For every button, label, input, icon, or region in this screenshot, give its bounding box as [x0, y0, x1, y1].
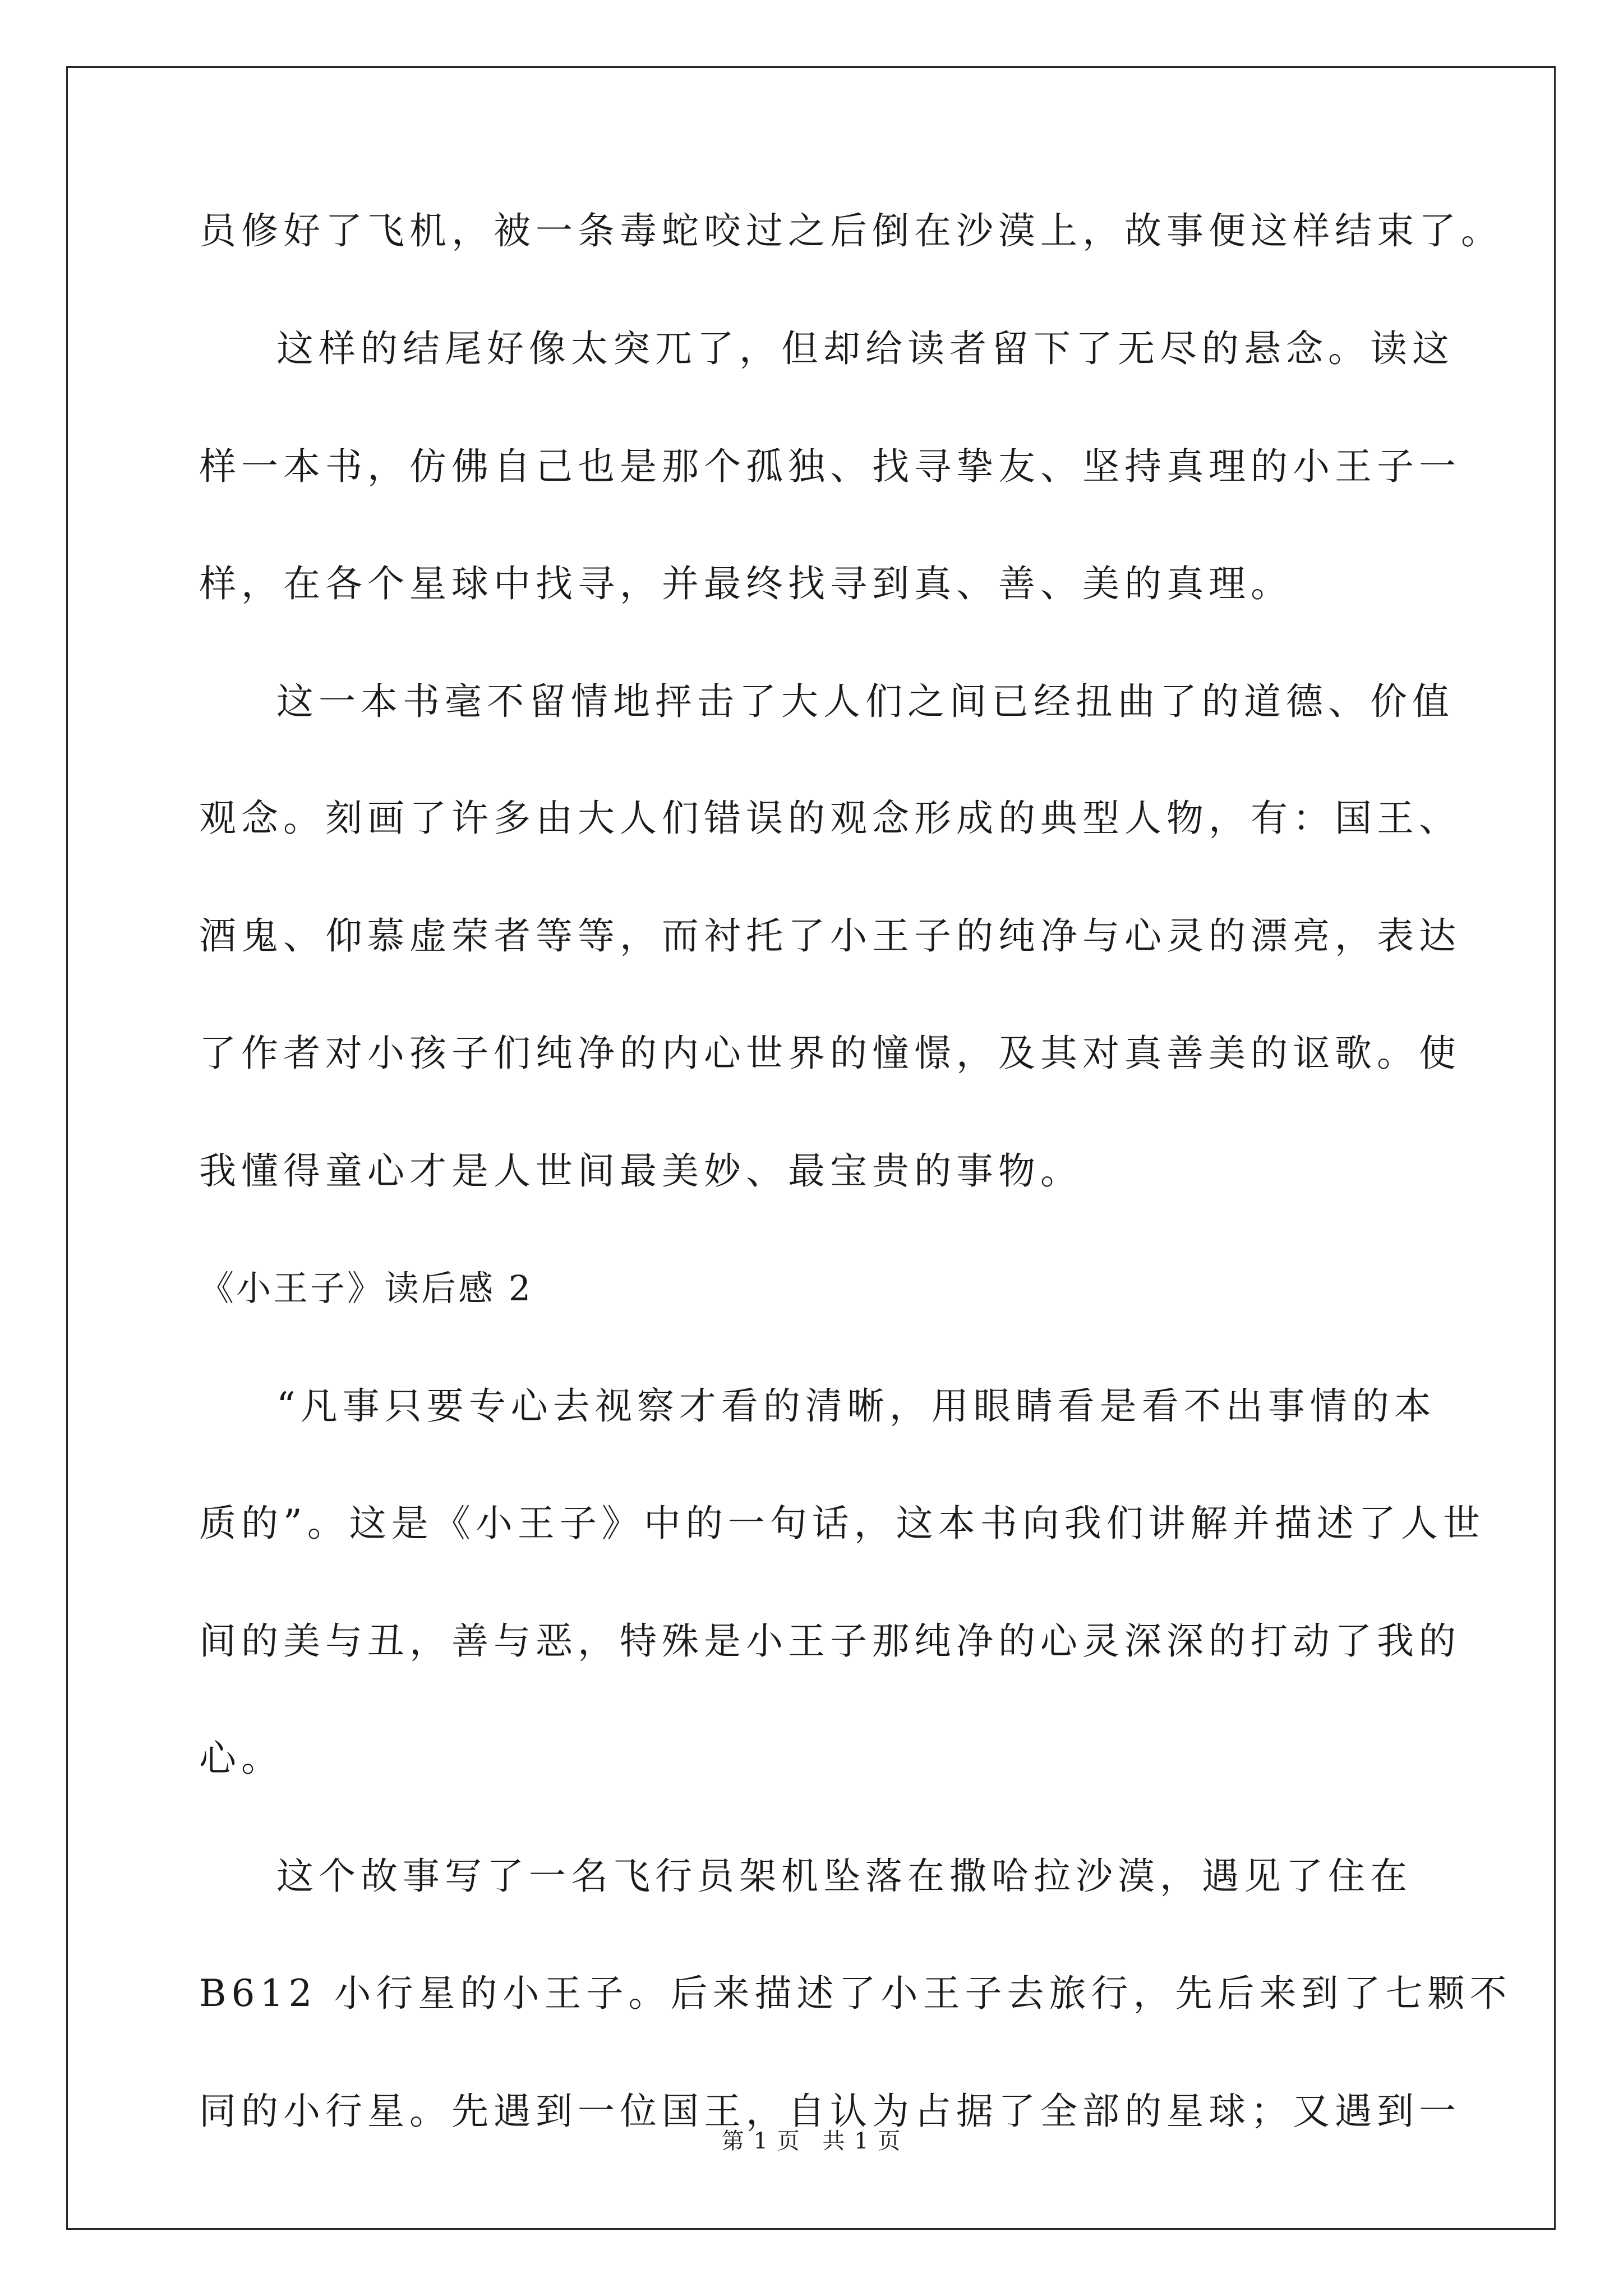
paragraph-start-line: 这一本书毫不留情地抨击了大人们之间已经扭曲了的道德、价值	[276, 680, 1454, 723]
page-border	[66, 66, 1556, 2230]
text-line: B612 小行星的小王子。后来描述了小王子去旅行，先后来到了七颗不	[199, 1972, 1512, 2015]
text-line: 同的小行星。先遇到一位国王，自认为占据了全部的星球；又遇到一	[199, 2090, 1461, 2133]
page-footer	[0, 2127, 1623, 2155]
text-line: 质的”。这是《小王子》中的一句话，这本书向我们讲解并描述了人世	[199, 1502, 1485, 1545]
text-line: 我懂得童心才是人世间最美妙、最宝贵的事物。	[199, 1149, 1082, 1193]
text-line: 间的美与丑，善与恶，特殊是小王子那纯净的心灵深深的打动了我的	[199, 1619, 1461, 1663]
text-line: 了作者对小孩子们纯净的内心世界的憧憬，及其对真善美的讴歌。使	[199, 1032, 1461, 1075]
page-total: 共 1 页	[822, 2128, 902, 2154]
paragraph-start-line: 这个故事写了一名飞行员架机坠落在撒哈拉沙漠，遇见了住在	[276, 1855, 1412, 1898]
paragraph-start-line: 这样的结尾好像太突兀了，但却给读者留下了无尽的悬念。读这	[276, 327, 1454, 370]
section-heading: 《小王子》读后感 2	[199, 1268, 533, 1309]
text-line: 心。	[199, 1737, 283, 1780]
text-line: 员修好了飞机，被一条毒蛇咬过之后倒在沙漠上，故事便这样结束了。	[199, 209, 1503, 252]
page-number: 第 1 页	[721, 2128, 801, 2154]
text-line: 酒鬼、仰慕虚荣者等等，而衬托了小王子的纯净与心灵的漂亮，表达	[199, 914, 1461, 958]
text-line: 样，在各个星球中找寻，并最终找寻到真、善、美的真理。	[199, 562, 1293, 605]
text-line: 样一本书，仿佛自己也是那个孤独、找寻挚友、坚持真理的小王子一	[199, 445, 1461, 488]
paragraph-start-line: “凡事只要专心去视察才看的清晰，用眼睛看是看不出事情的本	[276, 1384, 1436, 1428]
text-line: 观念。刻画了许多由大人们错误的观念形成的典型人物，有：国王、	[199, 797, 1461, 840]
